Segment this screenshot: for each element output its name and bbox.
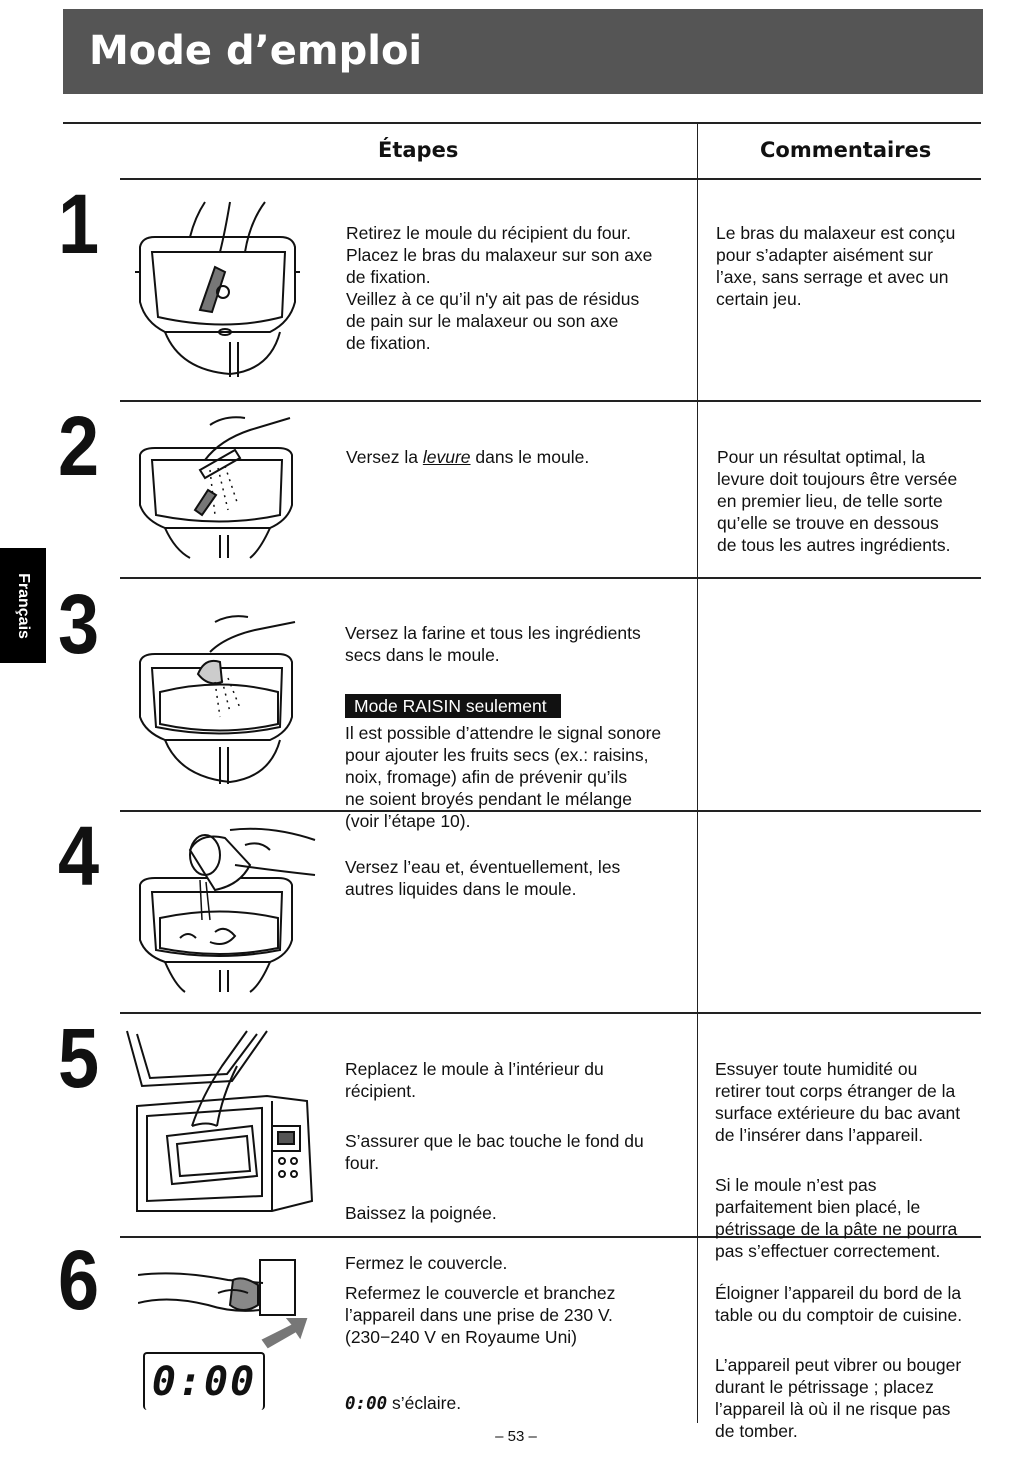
display-panel: [143, 1352, 265, 1410]
yeast-underlined: levure: [422, 447, 471, 467]
step-1-instructions: [346, 200, 652, 376]
comment-text: Éloigner l’appareil du bord de la table ou du comptoir de cuisine.: [715, 1283, 963, 1325]
bread-pan-kneading-blade-illustration: [130, 192, 305, 387]
instruction-text: Fermez le couvercle.: [345, 1253, 508, 1273]
instruction-text: Baissez la poignée.: [345, 1203, 497, 1223]
plug-in-illustration: [138, 1255, 308, 1355]
step-6-instructions: [345, 1260, 615, 1437]
display-readout: 0:00: [151, 1359, 257, 1405]
language-side-tab: [0, 548, 46, 663]
comment-text: Pour un résultat optimal, la levure doit toujours être versée en premier lieu, de telle sorte qu’elle se trouve en dessous de tous les autres ingrédients.: [717, 447, 958, 555]
instruction-text: Refermez le couvercle et branchez l’appareil dans une prise de 230 V. (230−240 V en Royaume Uni): [345, 1283, 616, 1347]
step-3-instructions: [345, 600, 661, 854]
column-header-steps: Étapes: [378, 138, 459, 162]
step-5-comment: [715, 1036, 960, 1284]
step-4-instructions: [345, 834, 620, 922]
step-number: 1: [58, 177, 98, 271]
instruction-text: Replacez le moule à l’intérieur du récipient.: [345, 1059, 604, 1101]
instruction-text: Versez la farine et tous les ingrédients secs dans le moule.: [345, 623, 641, 665]
instruction-text: S’assurer que le bac touche le fond du four.: [345, 1131, 644, 1173]
instruction-text: Retirez le moule du récipient du four. Placez le bras du malaxeur sur son axe de fixation. Veillez à ce qu’il n'y ait pas de résidus de pain sur le malaxeur ou son axe de fixation.: [346, 223, 653, 353]
step-2-comment: [717, 424, 957, 578]
insert-pan-into-machine-illustration: [122, 1026, 317, 1216]
row-rule: [120, 400, 981, 402]
instruction-text: s’éclaire.: [387, 1393, 462, 1413]
comment-text: Essuyer toute humidité ou retirer tout corps étranger de la surface extérieure du bac avant de l’insérer dans l’appareil.: [715, 1059, 961, 1145]
pour-water-illustration: [130, 820, 320, 995]
pour-yeast-illustration: [130, 410, 300, 560]
row-rule: [120, 178, 981, 180]
instruction-text: Il est possible d’attendre le signal sonore pour ajouter les fruits secs (ex.: raisins, noix, fromage) afin de prévenir qu’ils ne soient broyés pendant le mélange (voir l’étape 10).: [345, 723, 662, 831]
column-divider: [697, 123, 698, 1423]
page-title: Mode d’emploi: [63, 9, 983, 94]
step-number: 5: [58, 1011, 98, 1105]
step-5-instructions: [345, 1036, 644, 1296]
page-number: – 53 –: [495, 1428, 537, 1445]
instruction-text: Versez la: [346, 447, 423, 467]
step-number: 4: [58, 809, 98, 903]
language-label: Français: [15, 572, 32, 639]
step-1-comment: [716, 200, 955, 332]
instruction-text: Versez l’eau et, éventuellement, les autres liquides dans le moule.: [345, 857, 621, 899]
step-number: 3: [58, 577, 98, 671]
display-inline: 0:00: [345, 1394, 388, 1414]
pour-flour-illustration: [130, 612, 300, 787]
table-top-rule: [63, 122, 981, 124]
step-number: 2: [58, 399, 98, 493]
row-rule: [120, 1012, 981, 1014]
raisin-mode-badge: Mode RAISIN seulement: [345, 694, 561, 718]
comment-text: Le bras du malaxeur est conçu pour s’adapter aisément sur l’axe, sans serrage et avec un certain jeu.: [716, 223, 956, 309]
comment-text: Si le moule n’est pas parfaitement bien placé, le pétrissage de la pâte ne pourra pas s’effectuer correctement.: [715, 1175, 958, 1261]
comment-text: L’appareil peut vibrer ou bouger durant le pétrissage ; placez l’appareil là où il ne risque pas de tomber.: [715, 1355, 962, 1441]
column-header-comments: Commentaires: [760, 138, 932, 162]
instruction-text: dans le moule.: [470, 447, 590, 467]
step-number: 6: [58, 1233, 98, 1327]
step-2-instructions: [346, 424, 589, 490]
